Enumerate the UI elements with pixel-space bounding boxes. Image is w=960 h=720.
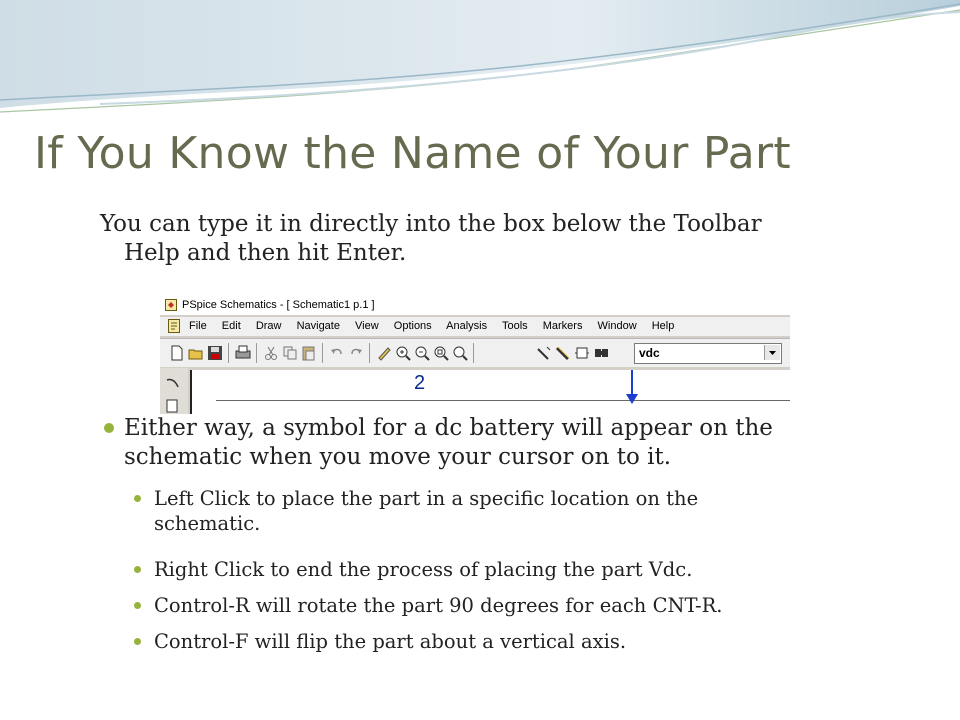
pspice-app-icon bbox=[165, 299, 177, 311]
redo-icon[interactable] bbox=[347, 344, 365, 362]
sub-bullet-line-1: Right Click to end the process of placing the part Vdc. bbox=[154, 558, 693, 581]
paste-icon[interactable] bbox=[300, 344, 318, 362]
app-menu-bar bbox=[160, 317, 790, 336]
arc-tool-icon[interactable] bbox=[160, 368, 188, 414]
bullet-line-2: schematic when you move your cursor on to it. bbox=[124, 444, 672, 470]
sub-bullet-line-1: Control-R will rotate the part 90 degrees for each CNT-R. bbox=[154, 594, 723, 617]
bullet-line-1: Either way, a symbol for a dc battery will appear on the bbox=[124, 415, 773, 441]
toolbar-separator bbox=[473, 343, 474, 363]
open-icon[interactable] bbox=[187, 344, 205, 362]
toolbar-separator bbox=[322, 343, 323, 363]
menu-tools[interactable]: Tools bbox=[501, 320, 528, 332]
chevron-down-icon bbox=[765, 345, 780, 360]
menu-window[interactable]: Window bbox=[597, 320, 637, 332]
menu-analysis[interactable]: Analysis bbox=[446, 320, 488, 332]
draw-bus-icon[interactable] bbox=[554, 344, 572, 362]
app-window-title: PSpice Schematics - [ Schematic1 p.1 ] bbox=[182, 299, 375, 311]
draw-wire-icon[interactable] bbox=[535, 344, 553, 362]
menu-help[interactable]: Help bbox=[651, 320, 675, 332]
menu-file[interactable]: File bbox=[189, 320, 207, 332]
part-name-combobox[interactable] bbox=[634, 343, 782, 364]
zoom-out-icon[interactable] bbox=[413, 344, 431, 362]
combobox-dropdown-button[interactable] bbox=[764, 345, 780, 360]
app-title-bar bbox=[160, 296, 790, 315]
intro-line-1: You can type it in directly into the box below the Toolbar bbox=[100, 211, 762, 237]
copy-icon[interactable] bbox=[281, 344, 299, 362]
header-swoosh-decoration bbox=[0, 0, 960, 130]
slide-title: If You Know the Name of Your Part bbox=[34, 128, 791, 179]
sub-bullet-dot bbox=[134, 638, 141, 645]
zoom-area-icon[interactable] bbox=[432, 344, 450, 362]
zoom-fit-icon[interactable] bbox=[451, 344, 469, 362]
menu-draw[interactable]: Draw bbox=[255, 320, 282, 332]
block-icon[interactable] bbox=[573, 344, 591, 362]
left-drawing-toolbar bbox=[160, 368, 188, 414]
cursor-arrow-icon bbox=[626, 370, 638, 408]
pencil-icon[interactable] bbox=[375, 344, 393, 362]
toolbar-separator bbox=[228, 343, 229, 363]
save-icon[interactable] bbox=[206, 344, 224, 362]
intro-text bbox=[100, 210, 890, 268]
cut-icon[interactable] bbox=[262, 344, 280, 362]
sub-bullet-dot bbox=[134, 602, 141, 609]
schematic-canvas[interactable] bbox=[190, 370, 790, 414]
menu-options[interactable]: Options bbox=[393, 320, 432, 332]
zoom-in-icon[interactable] bbox=[394, 344, 412, 362]
part-name-value[interactable]: vdc bbox=[639, 346, 660, 360]
menu-edit[interactable]: Edit bbox=[221, 320, 241, 332]
menu-navigate[interactable]: Navigate bbox=[296, 320, 340, 332]
print-icon[interactable] bbox=[234, 344, 252, 362]
sub-bullet-line-1: Left Click to place the part in a specific location on the bbox=[154, 487, 699, 510]
undo-icon[interactable] bbox=[328, 344, 346, 362]
toolbar-separator bbox=[256, 343, 257, 363]
bullet-dot bbox=[104, 423, 114, 433]
new-icon[interactable] bbox=[168, 344, 186, 362]
menu-view[interactable]: View bbox=[355, 320, 379, 332]
pspice-screenshot bbox=[160, 296, 790, 414]
canvas-grid-label: 2 bbox=[414, 372, 426, 394]
menu-markers[interactable]: Markers bbox=[542, 320, 583, 332]
get-part-icon[interactable] bbox=[592, 344, 610, 362]
sub-bullet-line-1: Control-F will flip the part about a vertical axis. bbox=[154, 630, 627, 653]
document-icon bbox=[168, 319, 180, 333]
sub-bullet-dot bbox=[134, 566, 141, 573]
toolbar-separator bbox=[369, 343, 370, 363]
intro-line-2: Help and then hit Enter. bbox=[124, 240, 407, 266]
page-border-line bbox=[216, 400, 790, 401]
sub-bullet-dot bbox=[134, 495, 141, 502]
sub-bullet-line-2: schematic. bbox=[154, 512, 261, 535]
